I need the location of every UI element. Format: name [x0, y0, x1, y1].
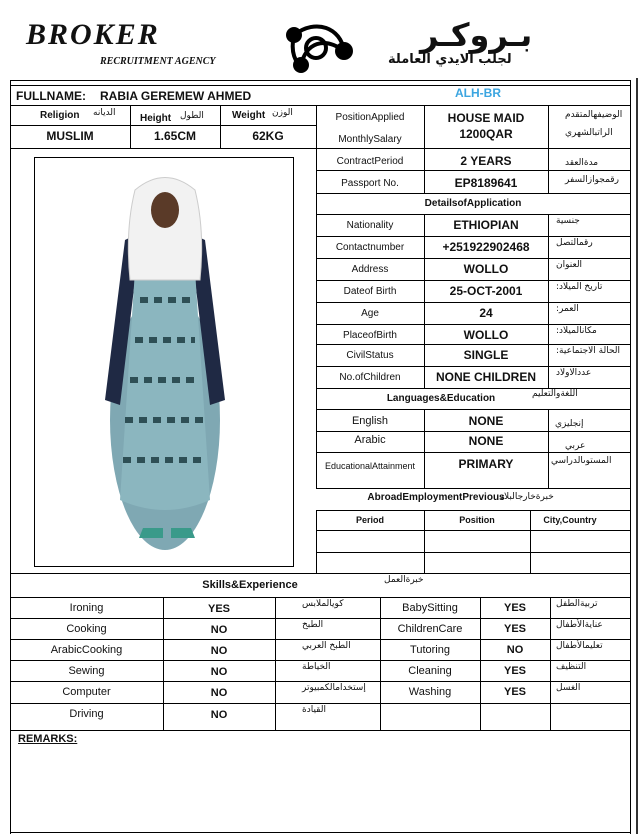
application-row-label-arabic: الحالة الاجتماعية:	[556, 346, 621, 356]
religion-label: Religion	[40, 110, 80, 121]
previous-employment-title-arabic: خبرةخارجالبلاد	[500, 492, 554, 502]
passport-number-value: EP8189641	[454, 176, 518, 190]
skill-label-arabic: كويالملابس	[302, 599, 344, 609]
skill-value: YES	[207, 603, 230, 615]
previous-employment-title: AbroadEmploymentPrevious	[367, 492, 505, 503]
application-row-label-arabic: رقمالتصل	[556, 238, 593, 248]
application-row-label: Contactnumber	[335, 242, 405, 253]
application-row-label: Age	[361, 308, 379, 319]
skill-label: Cleaning	[408, 665, 452, 677]
fullname-label: FULLNAME:	[16, 89, 86, 103]
column-position: Position	[459, 515, 495, 525]
skill-label: Tutoring	[410, 644, 450, 656]
column-period: Period	[355, 515, 384, 525]
brand-subtitle: RECRUITMENT AGENCY	[100, 56, 216, 67]
english-label-arabic: إنجليزي	[555, 419, 584, 429]
skill-label-arabic: عنايةالأطفال	[556, 620, 603, 630]
skills-experience-title-arabic: خبرةالعمل	[384, 575, 424, 585]
passport-number-label-arabic: رقمجوازالسفر	[565, 175, 619, 185]
religion-value: MUSLIM	[46, 129, 94, 143]
application-row-label: No.ofChildren	[339, 372, 401, 383]
fullname-value: RABIA GEREMEW AHMED	[100, 89, 252, 103]
languages-education-title-arabic: اللغةوالتعليم	[532, 389, 578, 399]
skill-value: NO	[210, 624, 228, 636]
skill-label: ChildrenCare	[397, 623, 463, 635]
position-applied-value: HOUSE MAID	[447, 111, 525, 125]
skill-value: NO	[210, 709, 228, 721]
company-logo-icon	[276, 18, 362, 76]
application-row-value: SINGLE	[463, 348, 509, 362]
application-row-label-arabic: عددالاولاد	[556, 368, 592, 378]
application-row-label: CivilStatus	[346, 350, 394, 361]
monthly-salary-value: 1200QAR	[459, 127, 513, 141]
application-row-value: ETHIOPIAN	[453, 218, 519, 232]
application-row-label-arabic: العمر:	[556, 304, 579, 314]
height-label-arabic: الطول	[180, 111, 204, 121]
skill-value: YES	[503, 665, 526, 677]
application-details-table	[316, 214, 630, 388]
skill-label-arabic: تربيةالطفل	[556, 599, 598, 609]
application-row-label-arabic: تاريخ الميلاد:	[556, 282, 603, 292]
position-applied-label-arabic: الوضيفهالمتقدم	[565, 110, 623, 120]
height-value: 1.65CM	[153, 129, 197, 143]
application-row-value: WOLLO	[463, 328, 509, 342]
brand-subtitle-arabic: لجلب الايدي العاملة	[388, 52, 512, 67]
skill-value: NO	[210, 687, 228, 699]
position-applied-label: PositionApplied	[335, 112, 405, 123]
application-row-label: Address	[351, 264, 389, 275]
logo-header	[0, 0, 644, 80]
languages-education-title: Languages&Education	[386, 393, 496, 404]
height-label: Height	[140, 113, 172, 124]
monthly-salary-label: MonthlySalary	[338, 134, 402, 145]
weight-label: Weight	[232, 110, 266, 121]
skill-label-arabic: الطبخ	[302, 620, 324, 630]
application-row-label: PlaceofBirth	[343, 330, 397, 341]
reference-code: ALH-BR	[455, 86, 501, 100]
application-row-value: NONE CHILDREN	[435, 370, 536, 384]
brand-name-english: BROKER	[26, 18, 160, 51]
remarks-label: REMARKS:	[18, 733, 78, 745]
monthly-salary-label-arabic: الراتبالشهري	[565, 128, 613, 138]
skill-value: YES	[503, 602, 526, 614]
english-label: English	[351, 415, 389, 427]
skill-label: Computer	[62, 686, 111, 698]
details-of-application-title: DetailsofApplication	[424, 198, 522, 209]
skill-value: NO	[210, 666, 228, 678]
educational-attainment-label: EducationalAttainment	[324, 461, 416, 471]
skill-value: NO	[210, 645, 228, 657]
skill-label: Ironing	[69, 602, 104, 614]
application-row-value: WOLLO	[463, 262, 509, 276]
skills-table	[10, 597, 630, 730]
application-row-label-arabic: العنوان	[556, 260, 583, 270]
application-row-value: +251922902468	[442, 240, 530, 254]
application-row-label-arabic: مكانالميلاد:	[556, 326, 597, 336]
skill-label-arabic: الطبخ العربي	[302, 641, 351, 651]
skills-experience-title: Skills&Experience	[202, 579, 298, 591]
skill-value: NO	[506, 644, 524, 656]
skill-value: YES	[503, 686, 526, 698]
skill-label-arabic: تعليمالأطفال	[556, 641, 603, 651]
application-row-label: Nationality	[346, 220, 394, 231]
application-row-value: 25-OCT-2001	[449, 284, 523, 298]
weight-value: 62KG	[252, 129, 284, 143]
educational-attainment-label-arabic: المستوىالدراسي	[551, 456, 612, 466]
contract-period-value: 2 YEARS	[460, 154, 512, 168]
skill-label-arabic: التنظيف	[556, 662, 587, 672]
application-row-value: 24	[479, 306, 493, 320]
religion-label-arabic: الديانه	[93, 108, 116, 118]
skill-label: Driving	[69, 708, 104, 720]
skill-label-arabic: إستخدامالكمبيوتر	[302, 683, 366, 693]
column-city-country: City,Country	[543, 515, 597, 525]
arabic-label: Arabic	[354, 434, 386, 446]
skill-value: YES	[503, 623, 526, 635]
application-row-label: Dateof Birth	[343, 286, 397, 297]
educational-attainment-value: PRIMARY	[458, 457, 514, 471]
skill-label: Sewing	[68, 665, 105, 677]
skill-label: ArabicCooking	[50, 644, 123, 656]
contract-period-label-arabic: مدةالعقد	[565, 158, 599, 168]
arabic-label-arabic: عربي	[565, 441, 586, 451]
skill-label: BabySitting	[402, 602, 458, 614]
weight-label-arabic: الوزن	[272, 108, 293, 118]
applicant-photo	[95, 170, 235, 550]
skill-label-arabic: القيادة	[302, 705, 326, 715]
skill-label-arabic: الغسل	[556, 683, 581, 693]
application-row-label-arabic: جنسية	[556, 216, 580, 226]
contract-period-label: ContractPeriod	[336, 156, 404, 167]
skill-label: Washing	[408, 686, 452, 698]
brand-name-arabic: بـروكـر	[420, 16, 533, 54]
arabic-value: NONE	[468, 434, 504, 448]
passport-number-label: Passport No.	[341, 178, 399, 189]
skill-label: Cooking	[66, 623, 107, 635]
english-value: NONE	[468, 414, 504, 428]
skill-label-arabic: الخياطة	[302, 662, 331, 672]
